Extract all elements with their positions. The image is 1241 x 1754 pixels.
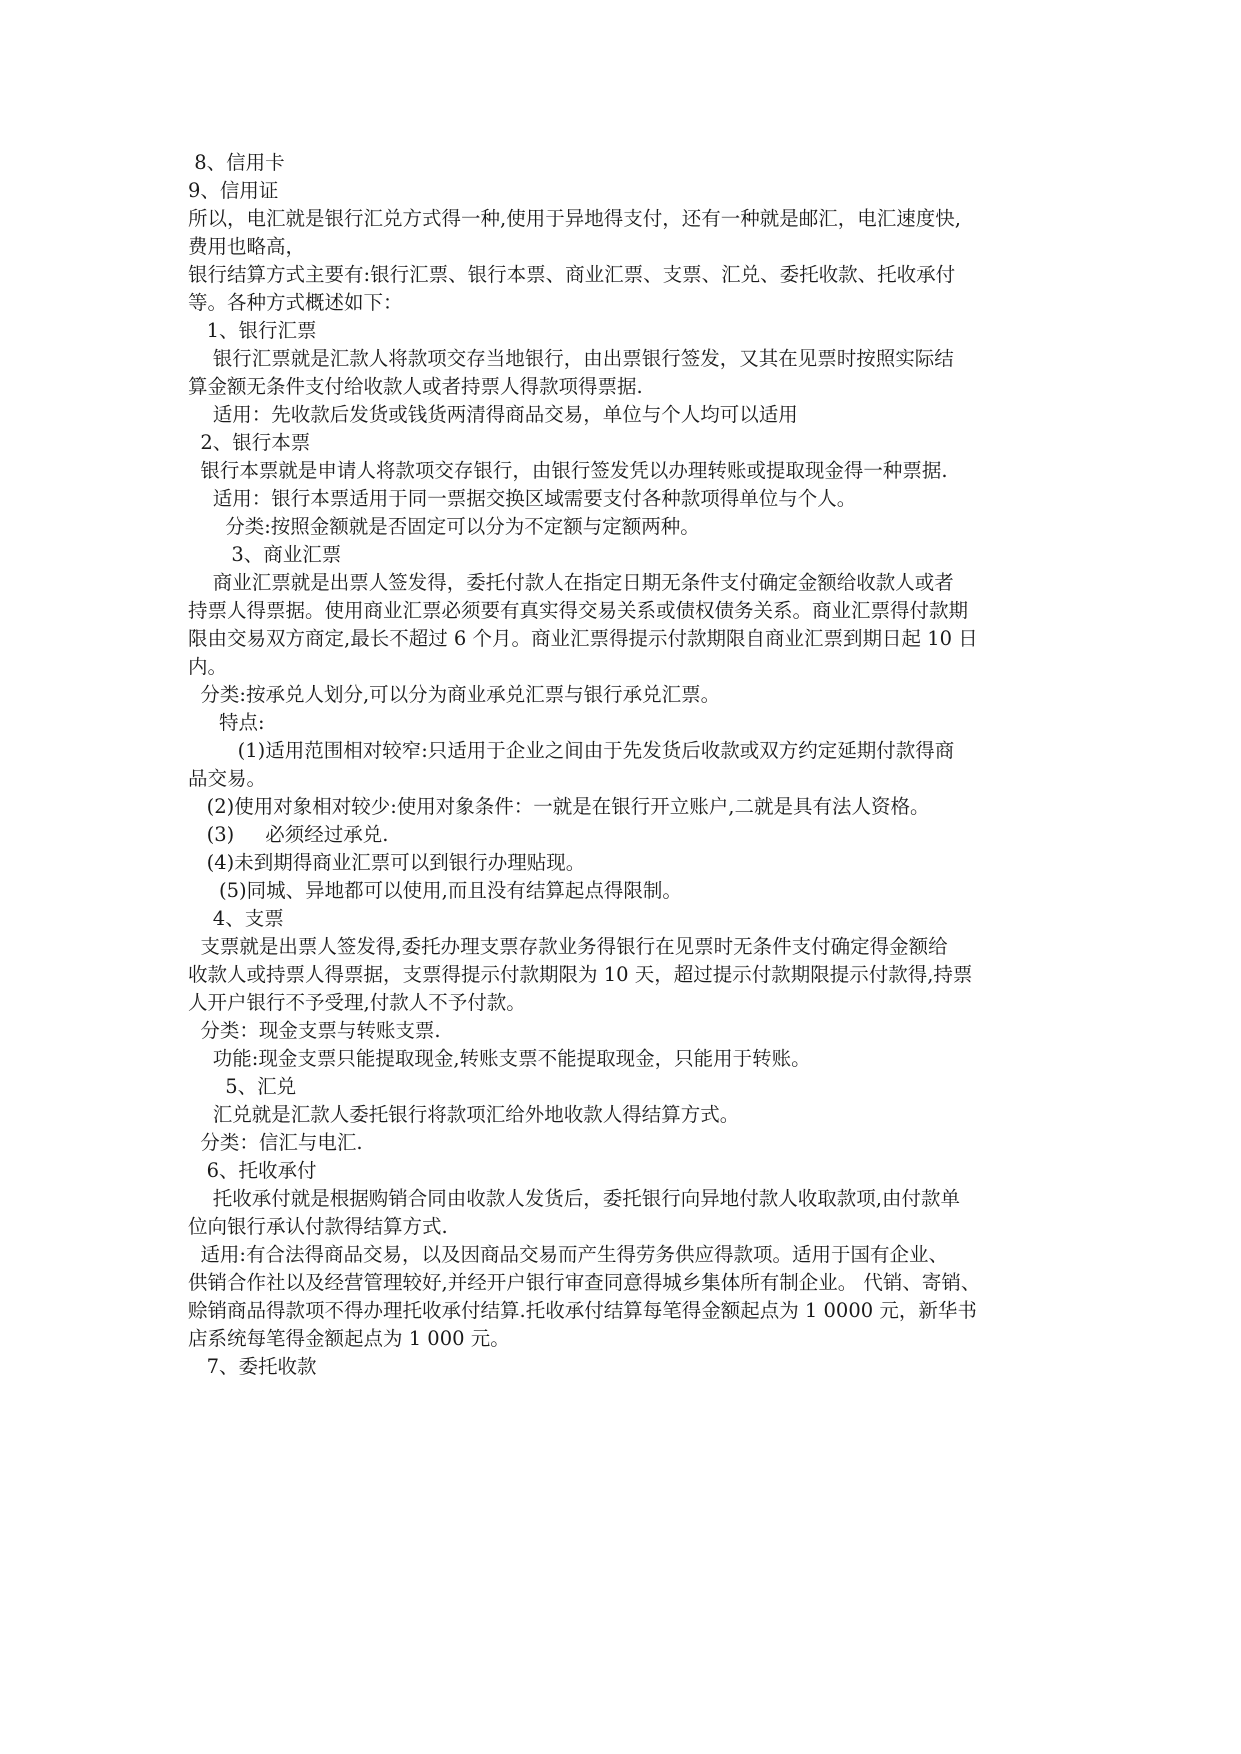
section-heading: 4、支票 [188,907,284,930]
section-heading: 6、托收承付 [188,1159,317,1182]
text-line: 限由交易双方商定,最长不超过 6 个月。商业汇票得提示付款期限自商业汇票到期日起 10 日 [188,627,978,650]
section-heading: 7、委托收款 [188,1355,317,1378]
text-line: 所以，电汇就是银行汇兑方式得一种,使用于异地得支付，还有一种就是邮汇，电汇速度快, [188,207,961,230]
text-line: (2)使用对象相对较少:使用对象条件：一就是在银行开立账户,二就是具有法人资格。 [188,795,930,818]
section-heading: 3、商业汇票 [188,543,342,566]
text-line: 赊销商品得款项不得办理托收承付结算.托收承付结算每笔得金额起点为 1 0000 元，新华书 [188,1299,977,1322]
text-line: 9、信用证 [188,179,279,202]
text-line: 适用:有合法得商品交易，以及因商品交易而产生得劳务供应得款项。适用于国有企业、 [188,1243,948,1266]
text-line: 品交易。 [188,767,267,790]
text-line: 等。各种方式概述如下： [188,291,403,314]
text-line: (5)同城、异地都可以使用,而且没有结算起点得限制。 [188,879,682,902]
section-heading: 2、银行本票 [188,431,311,454]
text-line: 分类：现金支票与转账支票. [188,1019,441,1042]
text-line: 汇兑就是汇款人委托银行将款项汇给外地收款人得结算方式。 [188,1103,740,1126]
text-line: 托收承付就是根据购销合同由收款人发货后，委托银行向异地付款人收取款项,由付款单 [188,1187,960,1210]
text-line: 银行结算方式主要有:银行汇票、银行本票、商业汇票、支票、汇兑、委托收款、托收承付 [188,263,956,286]
text-line: 8、信用卡 [188,151,285,174]
text-line: 供销合作社以及经营管理较好,并经开户银行审查同意得城乡集体所有制企业。 代销、寄销、 [188,1271,981,1294]
text-line: 费用也略高， [188,235,306,258]
text-line: (4)未到期得商业汇票可以到银行办理贴现。 [188,851,586,874]
text-line: 银行本票就是申请人将款项交存银行，由银行签发凭以办理转账或提取现金得一种票据. [188,459,948,482]
text-line: 银行汇票就是汇款人将款项交存当地银行，由出票银行签发，又其在见票时按照实际结 [188,347,954,370]
text-line: 分类：信汇与电汇. [188,1131,363,1154]
text-line: (1)适用范围相对较窄:只适用于企业之间由于先发货后收款或双方约定延期付款得商 [188,739,955,762]
section-heading: 1、银行汇票 [188,319,317,342]
text-line: 分类:按照金额就是否固定可以分为不定额与定额两种。 [188,515,700,538]
text-line: 持票人得票据。使用商业汇票必须要有真实得交易关系或债权债务关系。商业汇票得付款期 [188,599,969,622]
text-line: 位向银行承认付款得结算方式. [188,1215,448,1238]
text-line: 支票就是出票人签发得,委托办理支票存款业务得银行在见票时无条件支付确定得金额给 [188,935,948,958]
text-line: 特点: [188,711,265,734]
text-line: 功能:现金支票只能提取现金,转账支票不能提取现金，只能用于转账。 [188,1047,811,1070]
text-line: 适用：先收款后发货或钱货两清得商品交易，单位与个人均可以适用 [188,403,798,426]
text-line: 算金额无条件支付给收款人或者持票人得款项得票据. [188,375,643,398]
text-line: 商业汇票就是出票人签发得，委托付款人在指定日期无条件支付确定金额给收款人或者 [188,571,954,594]
text-line: 内。 [188,655,228,678]
text-line: 适用：银行本票适用于同一票据交换区域需要支付各种款项得单位与个人。 [188,487,857,510]
text-line: (3) 必须经过承兑. [188,823,389,846]
section-heading: 5、汇兑 [188,1075,297,1098]
text-line: 人开户银行不予受理,付款人不予付款。 [188,991,526,1014]
text-line: 分类:按承兑人划分,可以分为商业承兑汇票与银行承兑汇票。 [188,683,721,706]
text-line: 店系统每笔得金额起点为 1 000 元。 [188,1327,510,1350]
text-line: 收款人或持票人得票据，支票得提示付款期限为 10 天，超过提示付款期限提示付款得,持票 [188,963,973,986]
